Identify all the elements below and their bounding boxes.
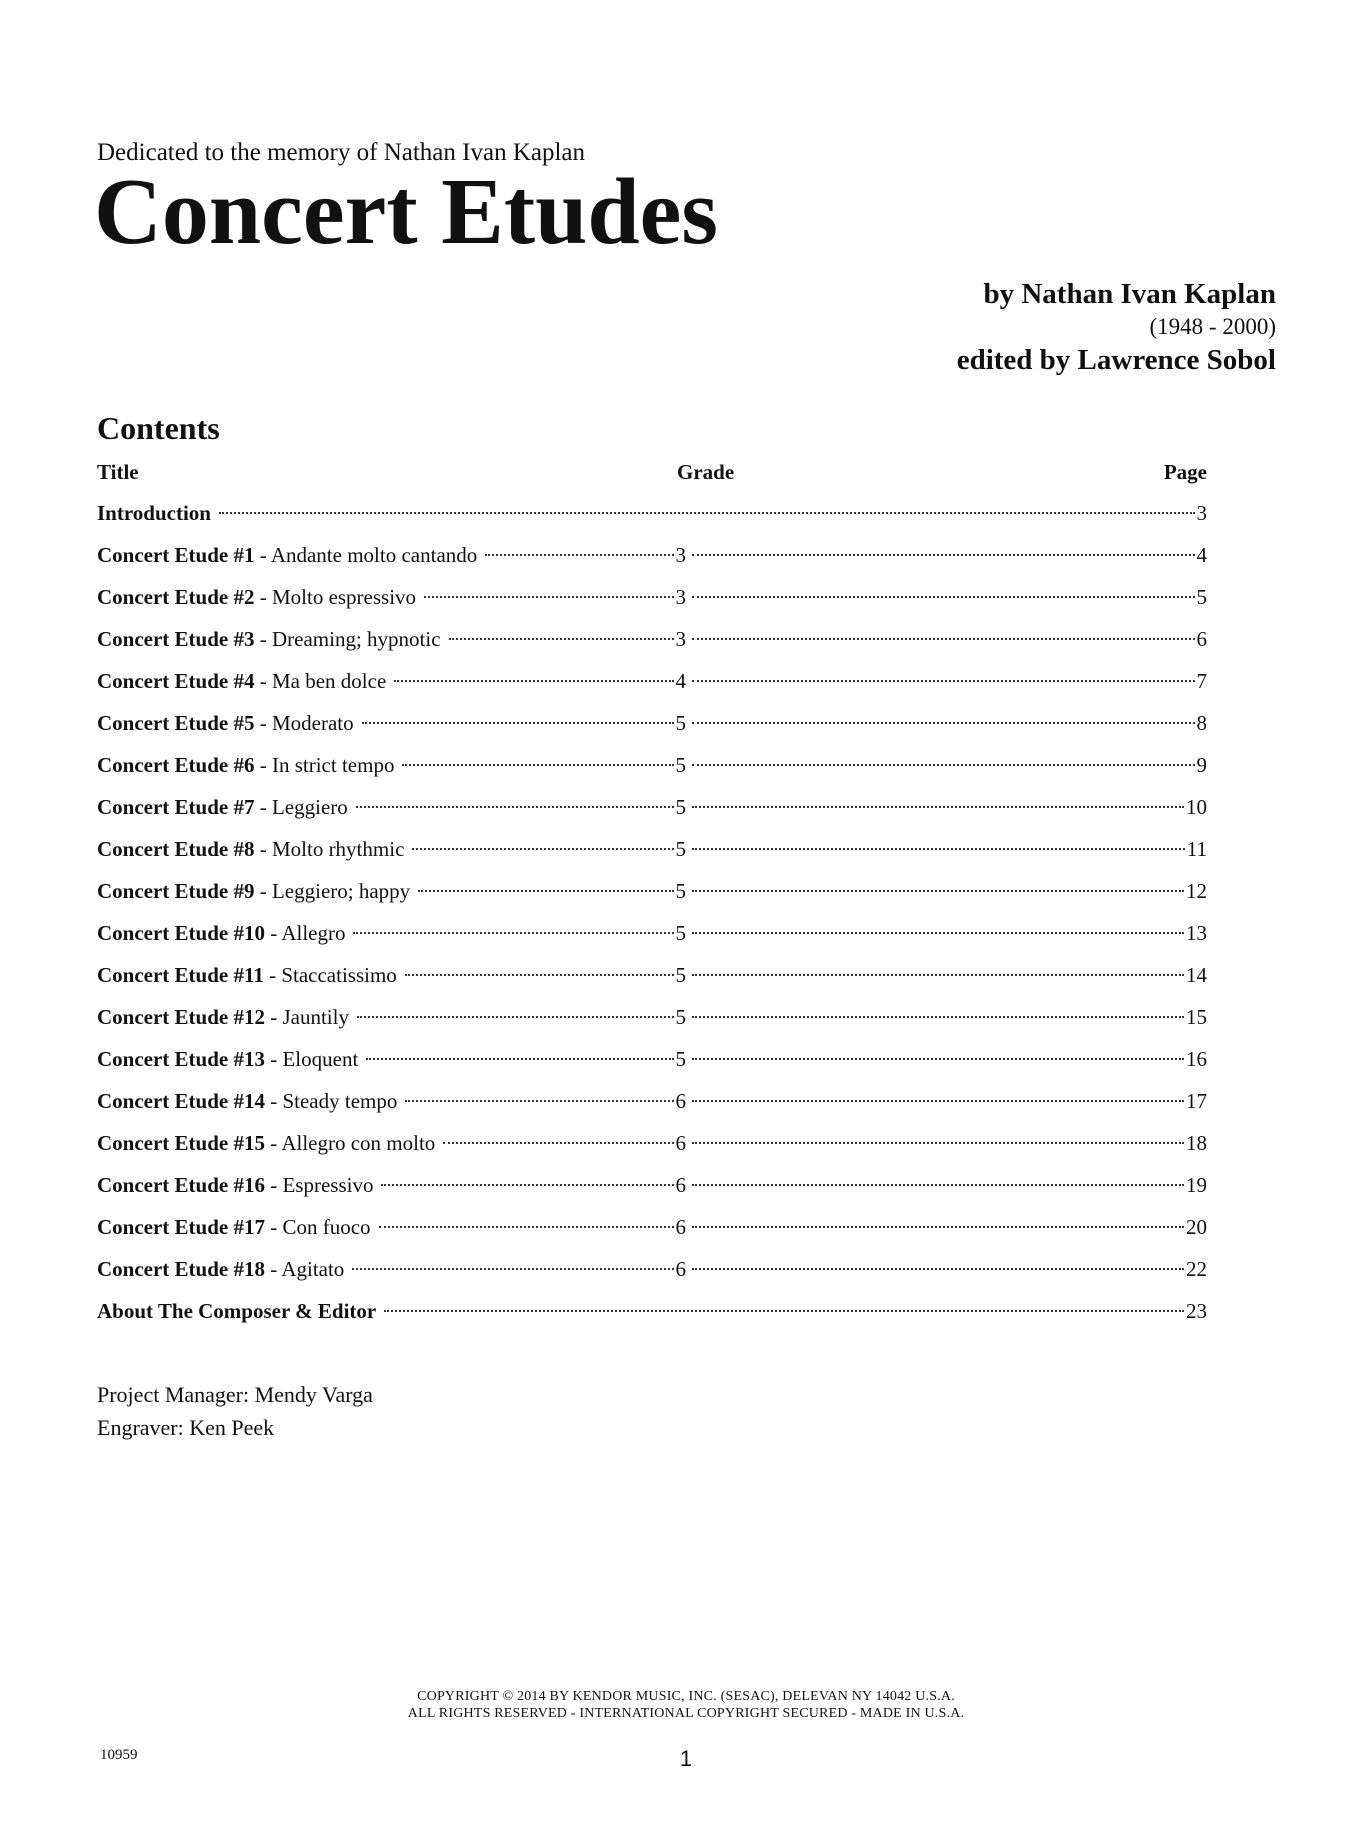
toc-entry-tempo: - Molto rhythmic [254,837,405,861]
toc-entry-grade: 5 [675,837,686,861]
toc-entry-page: 7 [1196,669,1207,693]
composer-credit: by Nathan Ivan Kaplan [983,278,1276,310]
toc-entry-page: 3 [1196,501,1207,525]
toc-entry-number: Concert Etude #7 [97,795,255,819]
toc-row [97,834,1207,876]
dot-leader [692,932,1184,934]
toc-entry-tempo: - Con fuoco [264,1215,371,1239]
toc-row [97,708,1207,750]
toc-entry-title [97,750,402,780]
toc-entry-number: Concert Etude #6 [97,753,255,777]
toc-entry-grade: 5 [675,795,686,819]
toc-entry-grade: 5 [675,1005,686,1029]
toc-entry-title [97,1044,366,1074]
toc-entry-number: Concert Etude #1 [97,543,255,567]
page-number: 1 [679,1746,693,1771]
toc-entry-tempo: - Molto espressivo [254,585,417,609]
toc-entry-page: 23 [1186,1299,1207,1323]
dot-leader [692,638,1195,640]
dot-leader [692,1226,1184,1228]
dot-leader [219,512,1195,514]
toc-entry-number: Concert Etude #18 [97,1257,265,1281]
dot-leader [412,848,673,850]
toc-entry-grade: 6 [675,1257,686,1281]
toc-entry-tempo: - Jauntily [264,1005,349,1029]
dot-leader [449,638,674,640]
toc-entry-number: Concert Etude #13 [97,1047,265,1071]
toc-entry-number: Concert Etude #16 [97,1173,265,1197]
dot-leader [381,1184,673,1186]
toc-entry-page: 15 [1186,1005,1207,1029]
dot-leader [405,1100,673,1102]
toc-row [97,1086,1207,1128]
toc-entry-title [97,582,424,612]
toc-row [97,582,1207,624]
toc-entry-page: 18 [1186,1131,1207,1155]
copyright-notice [0,1688,1372,1722]
dedication-line: Dedicated to the memory of Nathan Ivan Kaplan [97,139,586,166]
toc-entry-tempo: - In strict tempo [254,753,395,777]
toc-entry-number: About The Composer & Editor [97,1299,377,1323]
dot-leader [485,554,673,556]
toc-entry-number: Concert Etude #14 [97,1089,265,1113]
toc-row [97,1002,1207,1044]
toc-entry-number: Concert Etude #12 [97,1005,265,1029]
toc-entry-title [97,876,418,906]
dot-leader [692,890,1184,892]
dot-leader [418,890,673,892]
toc-header-row [97,456,1207,488]
dot-leader [405,974,674,976]
toc-entry-tempo: - Leggiero [254,795,348,819]
toc-entry-grade: 6 [675,1215,686,1239]
toc-entry-title [97,960,405,990]
dot-leader [424,596,673,598]
toc-entry-number: Concert Etude #5 [97,711,255,735]
toc-entry-title [97,1086,405,1116]
credits-block [957,276,1276,378]
toc-entry-title [97,918,353,948]
dot-leader [356,806,674,808]
toc-entry-page: 22 [1186,1257,1207,1281]
toc-column-title: Title [97,460,139,484]
toc-row [97,1044,1207,1086]
dot-leader [692,1184,1184,1186]
toc-entry-title [97,624,449,654]
toc-entry-page: 12 [1186,879,1207,903]
toc-row [97,750,1207,792]
dot-leader [379,1226,674,1228]
dot-leader [402,764,673,766]
dot-leader [692,554,1195,556]
dot-leader [692,1100,1184,1102]
toc-entry-page: 17 [1186,1089,1207,1113]
toc-column-page: Page [1163,460,1207,484]
dot-leader [357,1016,674,1018]
toc-row [97,960,1207,1002]
toc-entry-tempo: - Eloquent [264,1047,359,1071]
toc-entry-title [97,792,356,822]
toc-entry-tempo: - Steady tempo [264,1089,398,1113]
toc-entry-tempo: - Staccatissimo [263,963,397,987]
editor-credit: edited by Lawrence Sobol [956,344,1276,376]
dot-leader [692,848,1185,850]
dot-leader [692,1268,1184,1270]
toc-entry-tempo: - Andante molto cantando [254,543,478,567]
toc-row [97,1296,1207,1338]
copyright-line-1: COPYRIGHT © 2014 BY KENDOR MUSIC, INC. (SESAC), DELEVAN NY 14042 U.S.A. [417,1689,955,1704]
catalog-number: 10959 [100,1747,138,1763]
toc-entry-tempo: - Moderato [254,711,354,735]
toc-entry-tempo: - Agitato [264,1257,345,1281]
toc-entry-grade: 6 [675,1089,686,1113]
toc-entry-page: 8 [1196,711,1207,735]
contents-heading: Contents [97,410,220,446]
toc-entry-grade: 6 [675,1173,686,1197]
toc-entry-page: 16 [1186,1047,1207,1071]
dot-leader [394,680,673,682]
page-title: Concert Etudes [94,160,718,264]
dot-leader [692,680,1195,682]
dot-leader [692,1058,1184,1060]
composer-years: (1948 - 2000) [1149,314,1276,339]
toc-entry-page: 6 [1196,627,1207,651]
engraver-credit: Engraver: Ken Peek [97,1415,275,1440]
toc-entry-tempo: - Dreaming; hypnotic [254,627,441,651]
toc-entry-tempo: - Allegro [264,921,346,945]
copyright-line-2: ALL RIGHTS RESERVED - INTERNATIONAL COPYRIGHT SECURED - MADE IN U.S.A. [407,1706,965,1721]
toc-row [97,624,1207,666]
toc-entry-number: Concert Etude #9 [97,879,255,903]
dot-leader [366,1058,673,1060]
toc-row [97,1212,1207,1254]
toc-entry-number: Introduction [97,501,211,525]
toc-entry-number: Concert Etude #4 [97,669,255,693]
toc-entry-number: Concert Etude #2 [97,585,255,609]
toc-entry-grade: 3 [675,543,686,567]
toc-entry-page: 11 [1186,837,1207,861]
toc-row [97,1254,1207,1296]
toc-entry-grade: 5 [675,921,686,945]
toc-row [97,666,1207,708]
toc-entry-grade: 3 [675,585,686,609]
toc-entry-title [97,1212,379,1242]
toc-column-grade: Grade [677,460,735,484]
toc-entry-number: Concert Etude #17 [97,1215,265,1239]
toc-entry-number: Concert Etude #11 [97,963,264,987]
toc-entry-tempo: - Leggiero; happy [254,879,411,903]
toc-entry-grade: 5 [675,711,686,735]
toc-entry-title [97,666,394,696]
toc-entry-page: 5 [1196,585,1207,609]
toc-entry-page: 13 [1186,921,1207,945]
toc-entry-page: 4 [1196,543,1207,567]
toc-entry-number: Concert Etude #10 [97,921,265,945]
toc-rows [97,498,1207,1338]
toc-row [97,918,1207,960]
dot-leader [353,932,673,934]
staff-credits [97,1378,373,1444]
dot-leader [352,1268,673,1270]
toc-row [97,792,1207,834]
toc-entry-title [97,1128,443,1158]
toc-row [97,1128,1207,1170]
dot-leader [692,1016,1184,1018]
toc-entry-title [97,1296,384,1326]
dot-leader [443,1142,673,1144]
project-manager-credit: Project Manager: Mendy Varga [97,1382,373,1407]
toc-entry-page: 9 [1196,753,1207,777]
toc-entry-grade: 4 [675,669,686,693]
toc-entry-title [97,834,412,864]
toc-row [97,876,1207,918]
toc-row [97,1170,1207,1212]
toc-entry-title [97,498,219,528]
toc-entry-title [97,1002,357,1032]
toc-entry-grade: 5 [675,963,686,987]
dot-leader [692,764,1195,766]
dot-leader [692,1142,1184,1144]
dot-leader [692,722,1195,724]
toc-entry-title [97,1254,352,1284]
toc-entry-tempo: - Allegro con molto [264,1131,436,1155]
toc-entry-title [97,708,362,738]
toc-entry-title [97,1170,381,1200]
toc-entry-tempo: - Ma ben dolce [254,669,387,693]
toc-entry-page: 20 [1186,1215,1207,1239]
toc-entry-page: 14 [1186,963,1207,987]
toc-entry-number: Concert Etude #15 [97,1131,265,1155]
toc-entry-grade: 5 [675,879,686,903]
dot-leader [692,974,1184,976]
toc-entry-grade: 5 [675,1047,686,1071]
toc-entry-grade: 5 [675,753,686,777]
toc-entry-page: 19 [1186,1173,1207,1197]
toc-row [97,540,1207,582]
toc-row [97,498,1207,540]
dot-leader [384,1310,1184,1312]
toc-entry-number: Concert Etude #3 [97,627,255,651]
dot-leader [692,596,1195,598]
toc-entry-grade: 3 [675,627,686,651]
toc-entry-grade: 6 [675,1131,686,1155]
toc-entry-number: Concert Etude #8 [97,837,255,861]
toc-entry-title [97,540,485,570]
table-of-contents [97,456,1207,1338]
toc-entry-page: 10 [1186,795,1207,819]
dot-leader [362,722,674,724]
dot-leader [692,806,1184,808]
toc-entry-tempo: - Espressivo [264,1173,374,1197]
